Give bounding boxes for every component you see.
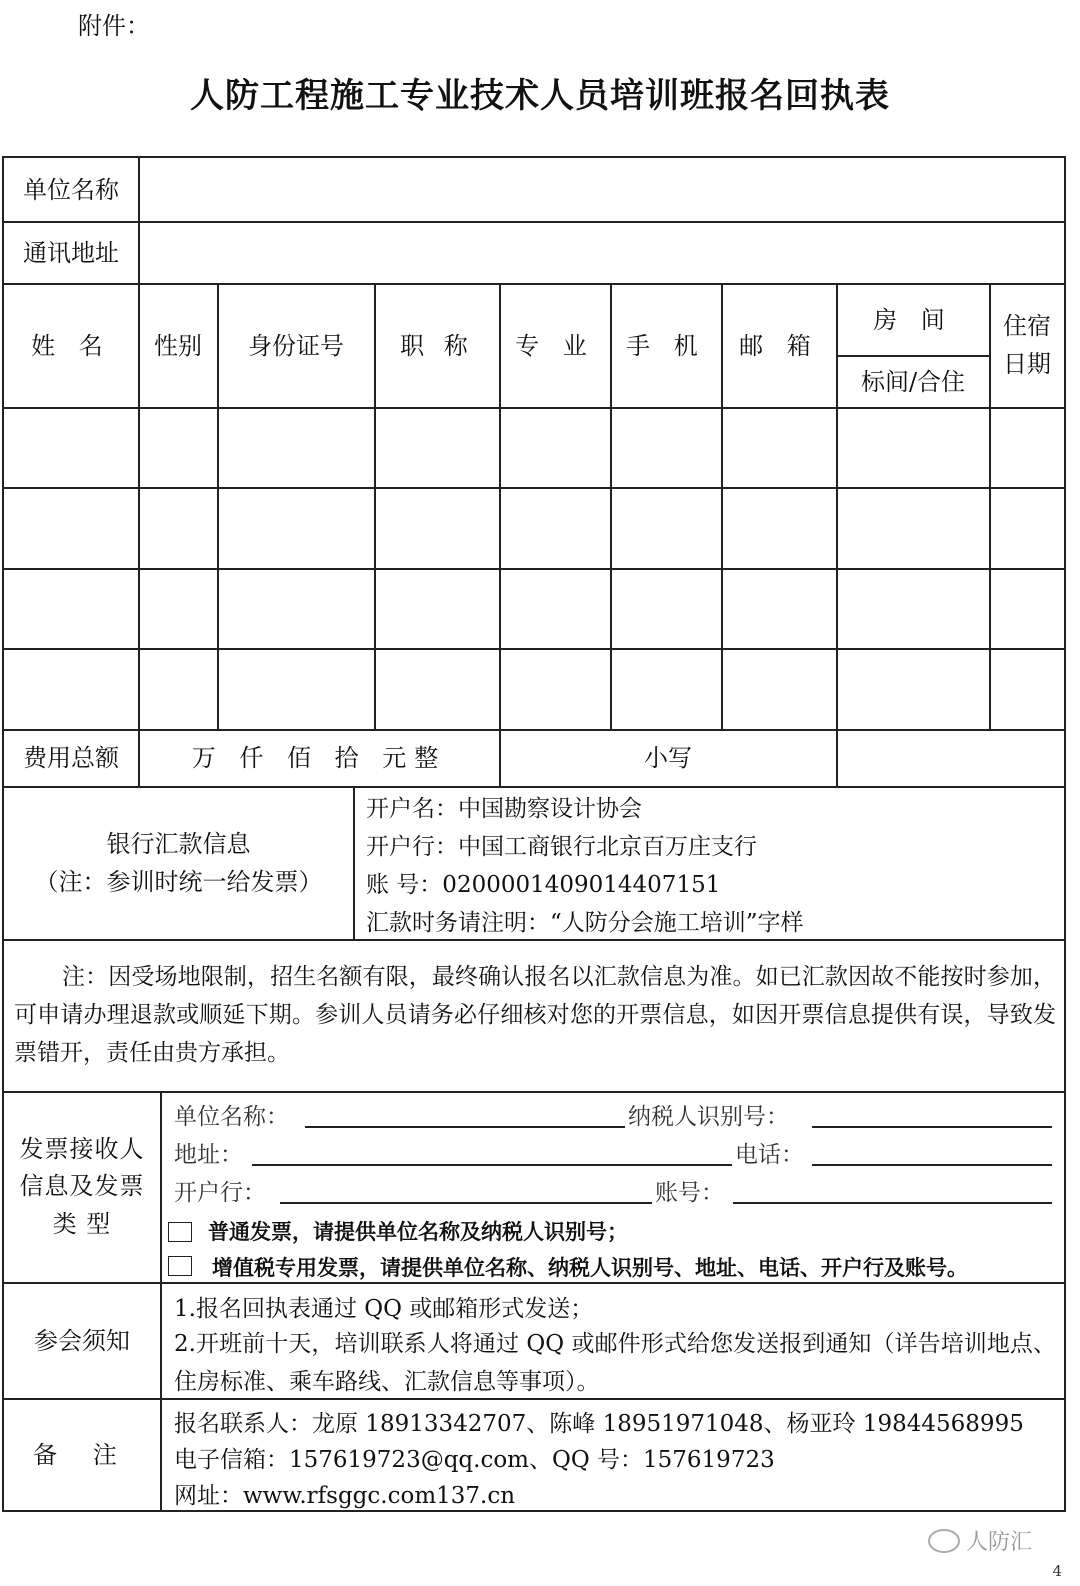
fee-amount-units: 万 仟 佰 拾 元整 [191,744,447,772]
invoice-phone-line[interactable] [812,1164,1052,1166]
fee-lowercase-label: 小写 [644,744,692,772]
bank-note: （注：参训时统一给发票） [34,868,323,896]
checkbox-normal-invoice[interactable] [168,1222,192,1242]
invoice-unit-line[interactable] [305,1126,625,1128]
watermark-text: 人防汇 [965,1530,1032,1555]
page-title: 人防工程施工专业技术人员培训班报名回执表 [190,76,890,116]
notice-text: 注：因受场地限制，招生名额有限，最终确认报名以汇款信息为准。如已汇款因故不能按时参加，可申请办理退款或顺延下期。参训人员请务必仔细核对您的开票信息，如因开票信息提供有误，导致发票错开，责任由贵方承担。 [14,964,1056,1066]
page-number: 4 [1052,1562,1062,1580]
wechat-icon [928,1529,960,1553]
address-label: 通讯地址 [23,238,119,267]
col-title: 职 称 [400,331,474,360]
meeting-label: 参会须知 [34,1326,130,1355]
invoice-bank-line[interactable] [280,1202,652,1204]
invoice-phone-label: 电话： [735,1142,804,1168]
col-major: 专 业 [515,331,595,360]
unit-name-label: 单位名称 [23,175,119,204]
meeting-item-2: 2.开班前十天，培训联系人将通过 QQ 或邮件形式给您发送报到通知（详告培训地点、住房标准、乘车路线、汇款信息等事项）。 [174,1331,1056,1395]
address-field[interactable] [140,222,1064,283]
invoice-address-line[interactable] [252,1164,732,1166]
option-vat-invoice: 增值税专用发票，请提供单位名称、纳税人识别号、地址、电话、开户行及账号。 [212,1255,968,1280]
meeting-item-1: 1.报名回执表通过 QQ 或邮箱形式发送； [174,1296,594,1322]
fee-lowercase-field[interactable] [837,730,1064,786]
col-email: 邮 箱 [739,331,819,360]
remarks-website: 网址：www.rfsggc.com137.cn [174,1483,516,1509]
remarks-email: 电子信箱：157619723@qq.com、QQ 号：157619723 [174,1447,775,1473]
invoice-tax-line[interactable] [812,1126,1052,1128]
bank-account-no: 账 号：0200001409014407151 [366,872,721,898]
invoice-tax-label: 纳税人识别号： [628,1104,789,1130]
invoice-unit-label: 单位名称： [174,1104,289,1130]
bank-name: 开户行：中国工商银行北京百万庄支行 [366,834,757,860]
remarks-contacts: 报名联系人：龙原 18913342707、陈峰 18951971048、杨亚玲 19844568995 [174,1411,1024,1437]
invoice-bank-label: 开户行： [174,1180,266,1206]
fee-label: 费用总额 [23,744,119,772]
bank-account-name: 开户名：中国勘察设计协会 [366,796,642,822]
option-normal-invoice: 普通发票，请提供单位名称及纳税人识别号； [208,1219,628,1244]
col-stay-date: 住宿日期 [1003,312,1051,378]
invoice-account-label: 账号： [655,1180,724,1206]
col-gender: 性别 [154,331,202,360]
bank-label-cell [4,787,353,939]
bank-remark: 汇款时务请注明：“人防分会施工培训”字样 [366,910,804,936]
remarks-label: 备 注 [33,1440,131,1469]
unit-name-field[interactable] [140,158,1064,221]
invoice-label: 发票接收人信息及发票类 型 [19,1135,145,1238]
checkbox-vat-invoice[interactable] [168,1256,192,1276]
attachment-label: 附件： [78,12,150,40]
bank-label: 银行汇款信息 [106,830,251,858]
watermark [928,1525,1032,1556]
invoice-address-label: 地址： [174,1142,243,1168]
invoice-account-line[interactable] [733,1202,1052,1204]
col-room-top: 房 间 [873,305,953,334]
col-room-bottom: 标间/合住 [860,367,966,396]
col-name: 姓 名 [31,331,111,360]
col-id-number: 身份证号 [248,331,344,360]
col-mobile: 手 机 [626,331,706,360]
